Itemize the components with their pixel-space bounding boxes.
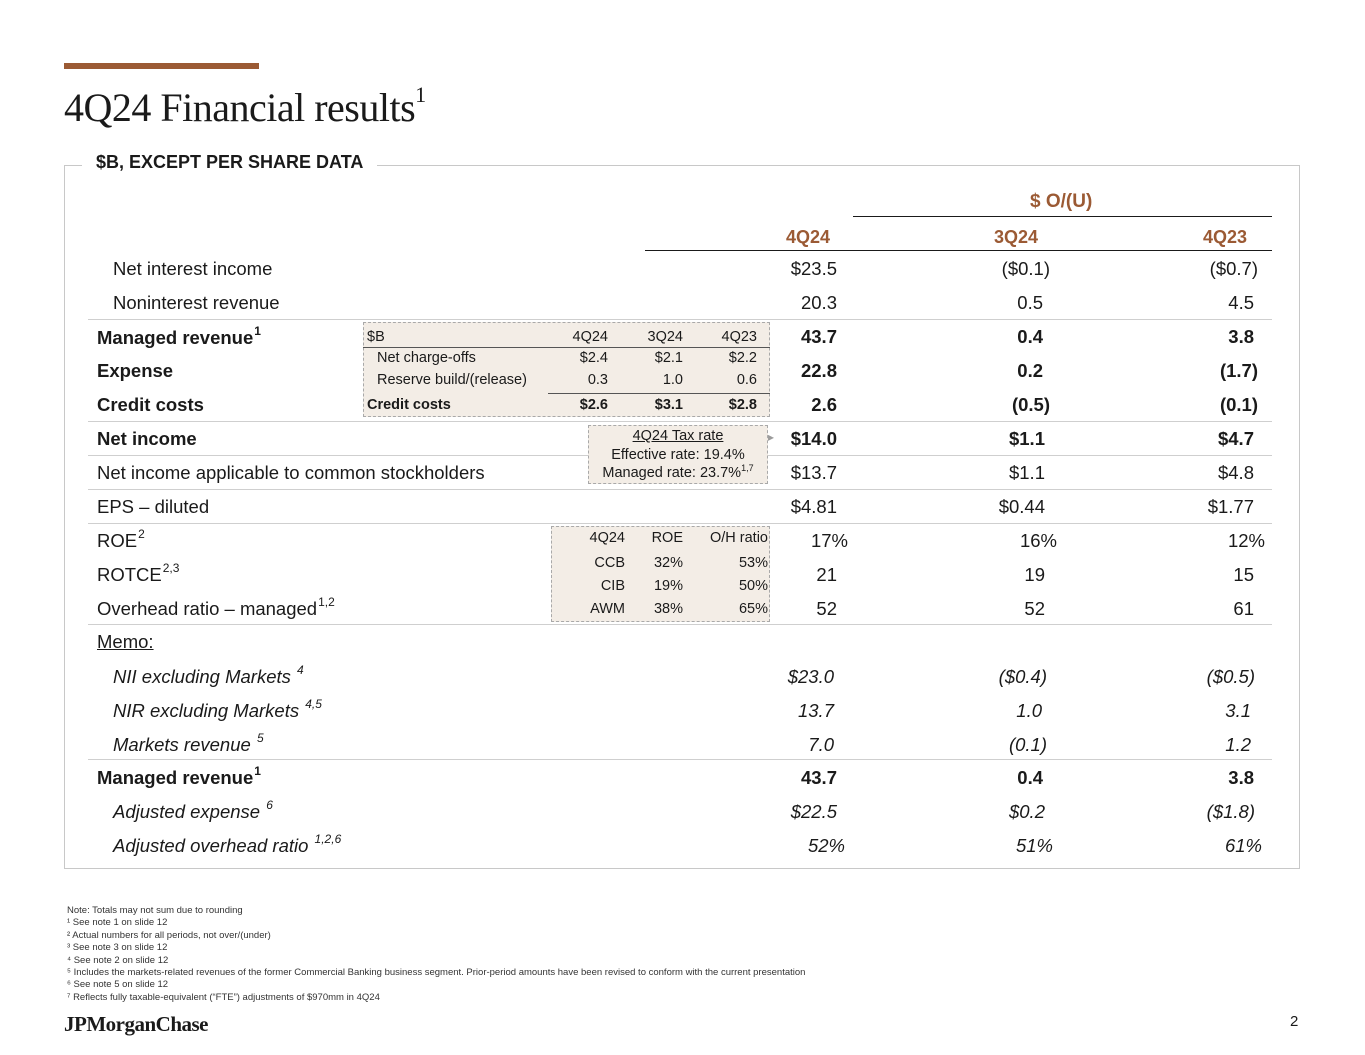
cell-4q24: 20.3 — [800, 292, 837, 313]
cell-3q24: 1.0 — [1016, 700, 1042, 721]
credit-box-cell: $2.4 — [579, 350, 608, 366]
row-separator — [88, 759, 1272, 760]
cell-4q24: $4.81 — [790, 496, 837, 517]
cell-4q24: 17% — [810, 530, 848, 551]
footnote: Note: Totals may not sum due to rounding — [67, 905, 243, 916]
cell-4q24: $23.5 — [790, 258, 837, 279]
roe-box-cell: 38% — [653, 601, 683, 617]
cell-3q24: 0.2 — [1017, 360, 1043, 381]
cell-3q24: $0.44 — [998, 496, 1045, 517]
cell-3q24: $1.1 — [1008, 462, 1045, 483]
credit-box-cell: $2.6 — [579, 397, 608, 413]
tax-box-managed: Managed rate: 23.7%$^{1,7}$ — [602, 463, 754, 481]
row-label: Managed revenue$^1$ — [97, 324, 261, 348]
col-header-4q23: 4Q23 — [1203, 227, 1248, 247]
row-label: ROE$^2$ — [97, 527, 145, 551]
tax-box-effective: Effective rate: 19.4% — [611, 447, 745, 463]
roe-box-header: 4Q24 — [589, 530, 625, 546]
row-label: Credit costs — [97, 394, 204, 415]
row-label: Adjusted overhead ratio $^{1,2,6}$ — [113, 832, 342, 856]
over-under-header: $ O/(U) — [1030, 191, 1093, 212]
cell-4q23: 12% — [1227, 530, 1265, 551]
cell-3q24: $0.2 — [1008, 801, 1045, 822]
credit-box-row-label: Credit costs — [367, 397, 451, 413]
cell-4q24: $22.5 — [790, 801, 837, 822]
row-label: Net income applicable to common stockholders — [97, 462, 485, 483]
footnote: ⁴ See note 2 on slide 12 — [67, 954, 169, 966]
row-label: ROTCE$^{2,3}$ — [97, 561, 180, 585]
footnote: ³ See note 3 on slide 12 — [67, 942, 168, 954]
credit-box-cell: 0.6 — [736, 372, 757, 388]
cell-4q24: $14.0 — [790, 428, 837, 449]
cell-4q23: 61% — [1224, 835, 1262, 856]
row-label: Net income — [97, 428, 197, 449]
footnote: ⁷ Reflects fully taxable-equivalent (“FTE”) adjustments of $970mm in 4Q24 — [67, 991, 380, 1003]
credit-box-cell: $2.2 — [728, 350, 757, 366]
row-separator — [88, 489, 1272, 490]
cell-3q24: ($0.4) — [998, 666, 1047, 687]
cell-3q24: (0.1) — [1008, 734, 1047, 755]
page-title: 4Q24 Financial results$^1$ — [64, 82, 426, 130]
credit-box-header: 4Q23 — [721, 329, 757, 345]
roe-box-row-label: CCB — [594, 555, 625, 571]
footnote: ⁶ See note 5 on slide 12 — [67, 979, 169, 991]
cell-4q23: 1.2 — [1225, 734, 1251, 755]
cell-3q24: 0.4 — [1017, 326, 1043, 347]
cell-4q24: 13.7 — [797, 700, 834, 721]
cell-4q23: 3.8 — [1228, 767, 1254, 788]
memo-label: Memo: — [97, 631, 154, 652]
roe-box-cell: 53% — [738, 555, 768, 571]
ou-underline — [853, 216, 1272, 217]
col-header-3q24: 3Q24 — [994, 227, 1039, 247]
roe-box-cell: 50% — [738, 578, 768, 594]
cell-4q23: $4.7 — [1217, 428, 1254, 449]
cell-4q23: 3.8 — [1228, 326, 1254, 347]
cell-3q24: 52 — [1024, 598, 1045, 619]
header-underline — [645, 250, 1272, 251]
cell-3q24: $1.1 — [1008, 428, 1045, 449]
cell-4q24: 21 — [816, 564, 837, 585]
accent-bar — [64, 63, 259, 69]
cell-4q23: (1.7) — [1219, 360, 1258, 381]
credit-box-row-label: Net charge-offs — [377, 350, 476, 366]
cell-4q24: 22.8 — [800, 360, 837, 381]
cell-4q23: (0.1) — [1219, 394, 1258, 415]
cell-3q24: 19 — [1024, 564, 1045, 585]
credit-box-header: 4Q24 — [572, 329, 608, 345]
cell-3q24: (0.5) — [1011, 394, 1050, 415]
footnote: ⁵ Includes the markets-related revenues of the former Commercial Banking business segment. Prior-period amounts have been revised to conform with the current presentation — [67, 967, 806, 979]
credit-box-header: 3Q24 — [647, 329, 683, 345]
footnotes — [67, 905, 805, 1004]
credit-box-cell: $2.8 — [728, 397, 757, 413]
cell-3q24: ($0.1) — [1001, 258, 1050, 279]
credit-box-cell: $2.1 — [654, 350, 683, 366]
cell-4q24: 52% — [807, 835, 845, 856]
roe-box-header: O/H ratio — [709, 530, 768, 546]
cell-4q24: $13.7 — [790, 462, 837, 483]
cell-4q23: $1.77 — [1207, 496, 1254, 517]
row-label: NII excluding Markets $^4$ — [113, 663, 304, 687]
row-label: Markets revenue $^5$ — [113, 731, 264, 755]
tax-box-title: 4Q24 Tax rate — [632, 428, 724, 444]
row-label: Overhead ratio – managed$^{1,2}$ — [97, 595, 335, 619]
row-label: Noninterest revenue — [113, 292, 280, 313]
credit-box-header-rule — [363, 347, 770, 348]
credit-box-cell: 0.3 — [587, 372, 608, 388]
row-label: NIR excluding Markets $^{4,5}$ — [113, 697, 322, 721]
cell-4q23: $4.8 — [1217, 462, 1254, 483]
credit-box-cell: $3.1 — [654, 397, 683, 413]
row-label: Adjusted expense $^6$ — [113, 798, 273, 822]
credit-box-cell: 1.0 — [662, 372, 683, 388]
credit-box-row-label: Reserve build/(release) — [377, 372, 527, 388]
cell-4q23: 4.5 — [1228, 292, 1254, 313]
row-separator — [88, 421, 1272, 422]
roe-box-cell: 65% — [738, 601, 768, 617]
row-label: Expense — [97, 360, 174, 381]
row-separator — [88, 319, 1272, 320]
cell-4q24: 43.7 — [800, 326, 837, 347]
roe-box-row-label: AWM — [590, 601, 625, 617]
cell-4q24: 52 — [816, 598, 837, 619]
credit-box-header: $B — [367, 329, 385, 345]
cell-4q23: 3.1 — [1225, 700, 1251, 721]
cell-4q24: 7.0 — [808, 734, 834, 755]
page-number: 2 — [1290, 1013, 1299, 1030]
row-label: Net interest income — [113, 258, 273, 279]
roe-box-header: ROE — [651, 530, 683, 546]
cell-4q23: ($0.7) — [1209, 258, 1258, 279]
roe-box-cell: 19% — [653, 578, 683, 594]
cell-3q24: 0.4 — [1017, 767, 1043, 788]
cell-4q24: 2.6 — [811, 394, 837, 415]
credit-box-total-rule — [548, 393, 770, 394]
roe-box-row-label: CIB — [600, 578, 625, 594]
section-label: $B, EXCEPT PER SHARE DATA — [82, 152, 377, 173]
row-separator — [88, 523, 1272, 524]
col-header-4q24: 4Q24 — [786, 227, 831, 247]
cell-4q24: $23.0 — [787, 666, 834, 687]
cell-4q23: 15 — [1233, 564, 1254, 585]
cell-4q23: ($0.5) — [1206, 666, 1255, 687]
cell-4q23: 61 — [1233, 598, 1254, 619]
company-logo: JPMorganChase — [64, 1012, 208, 1036]
cell-3q24: 16% — [1019, 530, 1057, 551]
row-separator — [88, 624, 1272, 625]
cell-4q23: ($1.8) — [1206, 801, 1255, 822]
footnote: ² Actual numbers for all periods, not over/(under) — [67, 929, 271, 941]
cell-3q24: 0.5 — [1017, 292, 1043, 313]
cell-3q24: 51% — [1015, 835, 1053, 856]
tax-box-pointer-icon: ▸ — [768, 430, 775, 444]
row-label: EPS – diluted — [97, 496, 210, 517]
roe-box-cell: 32% — [653, 555, 683, 571]
cell-4q24: 43.7 — [800, 767, 837, 788]
row-label: Managed revenue$^1$ — [97, 764, 261, 788]
footnote: ¹ See note 1 on slide 12 — [67, 917, 168, 929]
